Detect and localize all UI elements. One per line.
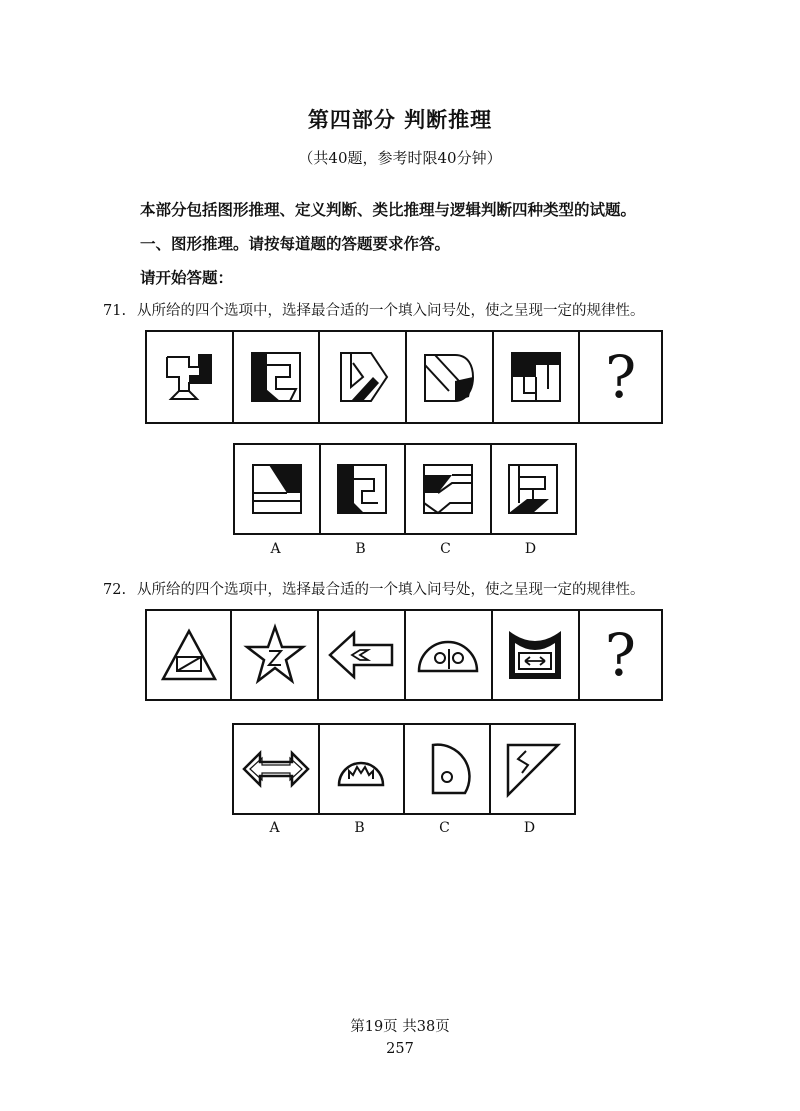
star-with-z	[230, 611, 317, 699]
quarter-shape-with-circle-icon	[415, 737, 479, 801]
fig-71-4-shape	[419, 347, 479, 407]
star-with-z-shape	[243, 623, 307, 687]
question-71-stem	[103, 299, 645, 320]
question-72-stem	[103, 578, 645, 599]
question-mark: ?	[605, 343, 637, 411]
option-label-d: D	[524, 541, 537, 557]
option-72-b[interactable]	[318, 725, 404, 813]
fig-71-5	[492, 332, 579, 422]
triangle-with-rectangle	[147, 611, 230, 699]
question-number: 71.	[103, 303, 127, 319]
dome-with-crown-icon	[329, 737, 393, 801]
option-label-a: A	[269, 820, 280, 836]
question-72-options	[232, 723, 576, 815]
option-71-d-shape	[503, 459, 563, 519]
page-number: 257	[386, 1041, 414, 1057]
fig-71-5-shape	[506, 347, 566, 407]
left-arrow-with-diamond	[317, 611, 404, 699]
question-mark-cell	[578, 332, 661, 422]
fig-71-1	[147, 332, 232, 422]
fig-71-4	[405, 332, 492, 422]
section-subtitle: （共40题，参考时限40分钟）	[298, 149, 502, 167]
question-mark-cell	[578, 611, 661, 699]
option-71-c-shape	[418, 459, 478, 519]
option-label-a: A	[270, 541, 281, 557]
fig-71-3	[318, 332, 405, 422]
triangle-with-rectangle-shape	[157, 623, 221, 687]
question-text: 从所给的四个选项中，选择最合适的一个填入问号处，使之呈现一定的规律性。	[137, 303, 645, 319]
fig-71-3-shape	[333, 347, 393, 407]
fig-71-1-shape	[159, 347, 219, 407]
option-71-b-shape	[332, 459, 392, 519]
semicircle-with-symbol-shape	[413, 623, 483, 687]
left-arrow-with-diamond-shape	[326, 623, 396, 687]
page-info: 第19页 共38页	[350, 1019, 450, 1035]
semicircle-with-symbol	[404, 611, 491, 699]
option-71-c[interactable]	[404, 445, 490, 533]
option-label-b: B	[354, 820, 365, 836]
option-label-d: D	[523, 820, 536, 836]
question-71-sequence	[145, 330, 663, 424]
start-instruction: 请开始答题：	[140, 269, 234, 287]
section-intro: 本部分包括图形推理、定义判断、类比推理与逻辑判断四种类型的试题。	[140, 201, 637, 219]
double-arrow-icon	[240, 737, 312, 801]
option-label-c: C	[439, 820, 450, 836]
question-mark: ?	[604, 621, 637, 689]
question-71-option-labels	[233, 541, 573, 557]
bowl-with-double-arrow	[491, 611, 578, 699]
question-71-options	[233, 443, 577, 535]
question-72-sequence	[145, 609, 663, 701]
option-71-b[interactable]	[319, 445, 405, 533]
bowl-with-double-arrow-shape	[503, 623, 567, 687]
option-71-a[interactable]	[235, 445, 319, 533]
fig-71-2-shape	[246, 347, 306, 407]
question-72-option-labels	[232, 820, 572, 836]
option-72-a[interactable]	[234, 725, 318, 813]
fig-71-2	[232, 332, 319, 422]
option-72-d[interactable]	[489, 725, 575, 813]
page-title: 第四部分 判断推理	[307, 108, 493, 132]
option-label-c: C	[440, 541, 451, 557]
question-text: 从所给的四个选项中，选择最合适的一个填入问号处，使之呈现一定的规律性。	[137, 582, 645, 598]
option-72-c[interactable]	[403, 725, 489, 813]
part-heading: 一、图形推理。请按每道题的答题要求作答。	[140, 235, 451, 253]
triangle-with-s-icon	[500, 737, 564, 801]
option-label-b: B	[355, 541, 366, 557]
option-71-a-shape	[247, 459, 307, 519]
option-71-d[interactable]	[490, 445, 576, 533]
question-number: 72.	[103, 582, 127, 598]
